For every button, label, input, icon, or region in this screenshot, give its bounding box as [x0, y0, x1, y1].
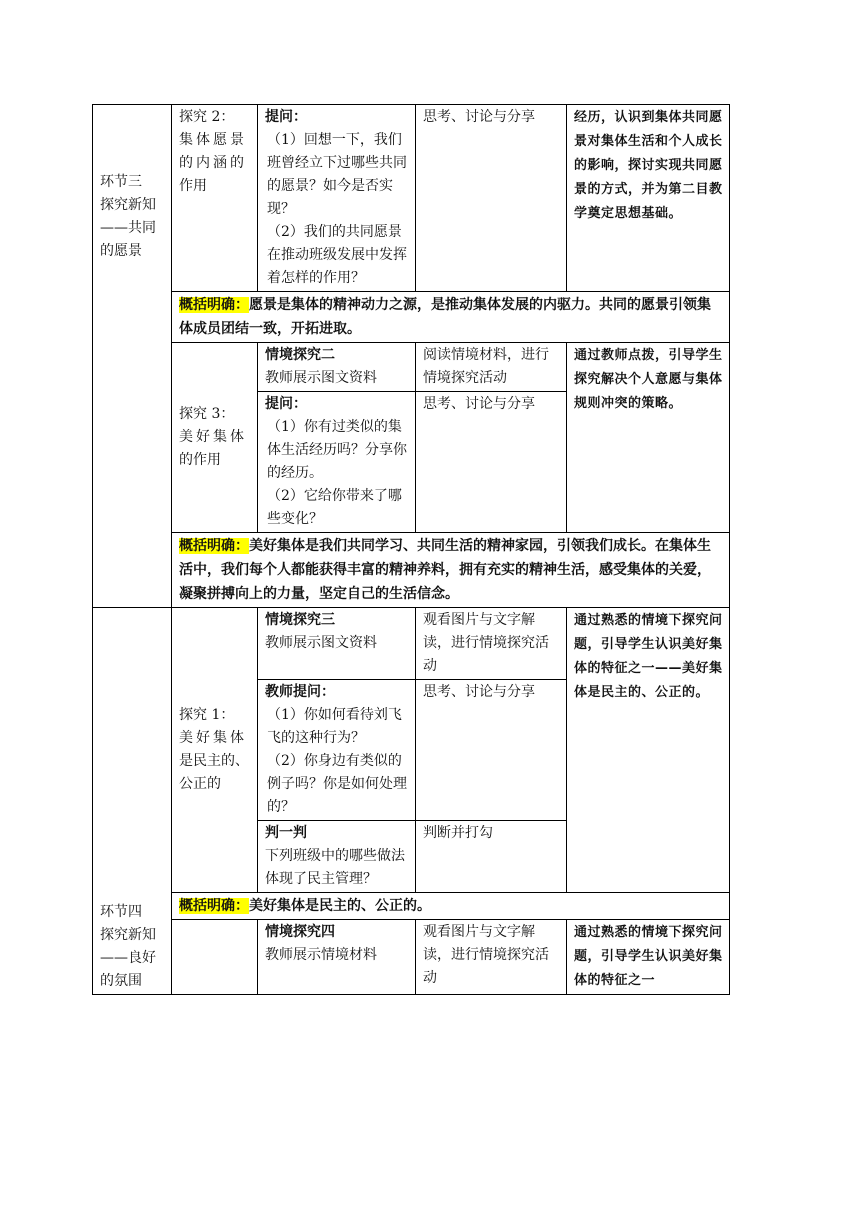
- scene-four-cell: [258, 920, 416, 995]
- question-three-cell: [258, 392, 416, 533]
- design-intent-cell: 通过熟悉的情境下探究问题，引导学生认识美好集体的特征之一: [567, 920, 730, 995]
- design-intent-cell: 通过熟悉的情境下探究问题，引导学生认识美好集体的特征之一——美好集体是民主的、公正的。: [567, 608, 730, 893]
- summary-cell: [172, 893, 730, 920]
- question-item: （1）回想一下，我们班曾经立下过哪些共同的愿景？如今是否实现？: [267, 132, 407, 217]
- judge-heading: 判一判: [265, 825, 307, 841]
- question-two-cell: [258, 105, 416, 292]
- scene-heading: 情境探究四: [265, 924, 335, 940]
- student-activity-cell: 观看图片与文字解读，进行情境探究活动: [416, 608, 567, 680]
- question-four-cell: [258, 680, 416, 821]
- question-item: （1）你如何看待刘飞飞的这种行为？: [267, 707, 402, 746]
- student-activity-cell: 思考、讨论与分享: [416, 680, 567, 821]
- question-heading: 提问：: [265, 109, 307, 125]
- topic-two-line: 作用: [179, 178, 207, 194]
- summary-cell: [172, 533, 730, 608]
- question-item: （2）你身边有类似的例子吗？你是如何处理的？: [267, 753, 407, 815]
- scene-two-cell: [258, 343, 416, 392]
- scene-body: 教师展示图文资料: [265, 635, 377, 651]
- topic-empty-cell: [172, 920, 258, 995]
- question-item: （2）我们的共同愿景在推动班级发展中发挥着怎样的作用？: [267, 224, 407, 286]
- topic-two-line: 集体愿景: [179, 132, 247, 148]
- scene-heading: 情境探究三: [265, 612, 335, 628]
- stage-four-line: 的氛围: [100, 973, 142, 989]
- table-row: [93, 105, 730, 292]
- scene-body: 教师展示图文资料: [265, 370, 377, 386]
- summary-row: [93, 893, 730, 920]
- summary-row: [93, 533, 730, 608]
- summary-text: 美好集体是我们共同学习、共同生活的精神家园，引领我们成长。在集体生活中，我们每个人都能获得丰富的精神养料，拥有充实的精神生活，感受集体的关爱，凝聚拼搏向上的力量，坚定自己的生活信念。: [179, 538, 711, 602]
- topic-one-cell: [172, 608, 258, 893]
- summary-label: 概括明确：: [179, 538, 249, 554]
- table-row: [93, 343, 730, 392]
- topic-three-line: 的作用: [179, 452, 221, 468]
- topic-three-line: 美好集体: [179, 429, 247, 445]
- stage-four-line: 环节四: [100, 904, 142, 920]
- question-item: （1）你有过类似的集体生活经历吗？分享你的经历。: [267, 419, 407, 481]
- scene-heading: 情境探究二: [265, 347, 335, 363]
- table-row: [93, 608, 730, 680]
- topic-two-line: 探究 2：: [179, 109, 235, 125]
- stage-three-line: 探究新知: [100, 197, 156, 213]
- stage-three-cell: [93, 105, 172, 608]
- design-intent-cell: 经历，认识到集体共同愿景对集体生活和个人成长的影响，探讨实现共同愿景的方式，并为第二目教学奠定思想基础。: [567, 105, 730, 292]
- stage-three-line: 环节三: [100, 174, 142, 190]
- question-heading: 教师提问：: [265, 684, 335, 700]
- topic-one-line: 美好集体: [179, 730, 247, 746]
- topic-one-line: 公正的: [179, 776, 221, 792]
- scene-three-cell: [258, 608, 416, 680]
- student-activity-cell: 思考、讨论与分享: [416, 105, 567, 292]
- student-activity-cell: 判断并打勾: [416, 821, 567, 893]
- question-heading: 提问：: [265, 396, 307, 412]
- summary-label: 概括明确：: [179, 297, 249, 313]
- table-row: [93, 920, 730, 995]
- judge-cell: [258, 821, 416, 893]
- summary-cell: [172, 292, 730, 343]
- stage-four-line: ——良好: [100, 950, 156, 966]
- topic-two-line: 的内涵的: [179, 155, 247, 171]
- topic-one-line: 探究 1：: [179, 707, 235, 723]
- question-item: （2）它给你带来了哪些变化？: [267, 488, 402, 527]
- student-activity-cell: 观看图片与文字解读，进行情境探究活动: [416, 920, 567, 995]
- summary-text: 美好集体是民主的、公正的。: [249, 898, 431, 914]
- student-activity-cell: 阅读情境材料，进行情境探究活动: [416, 343, 567, 392]
- summary-label: 概括明确：: [179, 898, 249, 914]
- design-intent-cell: 通过教师点拨，引导学生探究解决个人意愿与集体规则冲突的策略。: [567, 343, 730, 533]
- stage-four-line: 探究新知: [100, 927, 156, 943]
- lesson-plan-table: [92, 104, 730, 995]
- topic-one-line: 是民主的、: [179, 753, 249, 769]
- summary-text: 愿景是集体的精神动力之源，是推动集体发展的内驱力。共同的愿景引领集体成员团结一致，开拓进取。: [179, 297, 711, 337]
- topic-three-cell: [172, 343, 258, 533]
- judge-body: 下列班级中的哪些做法体现了民主管理？: [265, 848, 405, 887]
- topic-two-cell: [172, 105, 258, 292]
- scene-body: 教师展示情境材料: [265, 947, 377, 963]
- student-activity-cell: 思考、讨论与分享: [416, 392, 567, 533]
- stage-four-cell: [93, 608, 172, 995]
- stage-three-line: ——共同: [100, 220, 156, 236]
- stage-three-line: 的愿景: [100, 243, 142, 259]
- topic-three-line: 探究 3：: [179, 406, 235, 422]
- summary-row: [93, 292, 730, 343]
